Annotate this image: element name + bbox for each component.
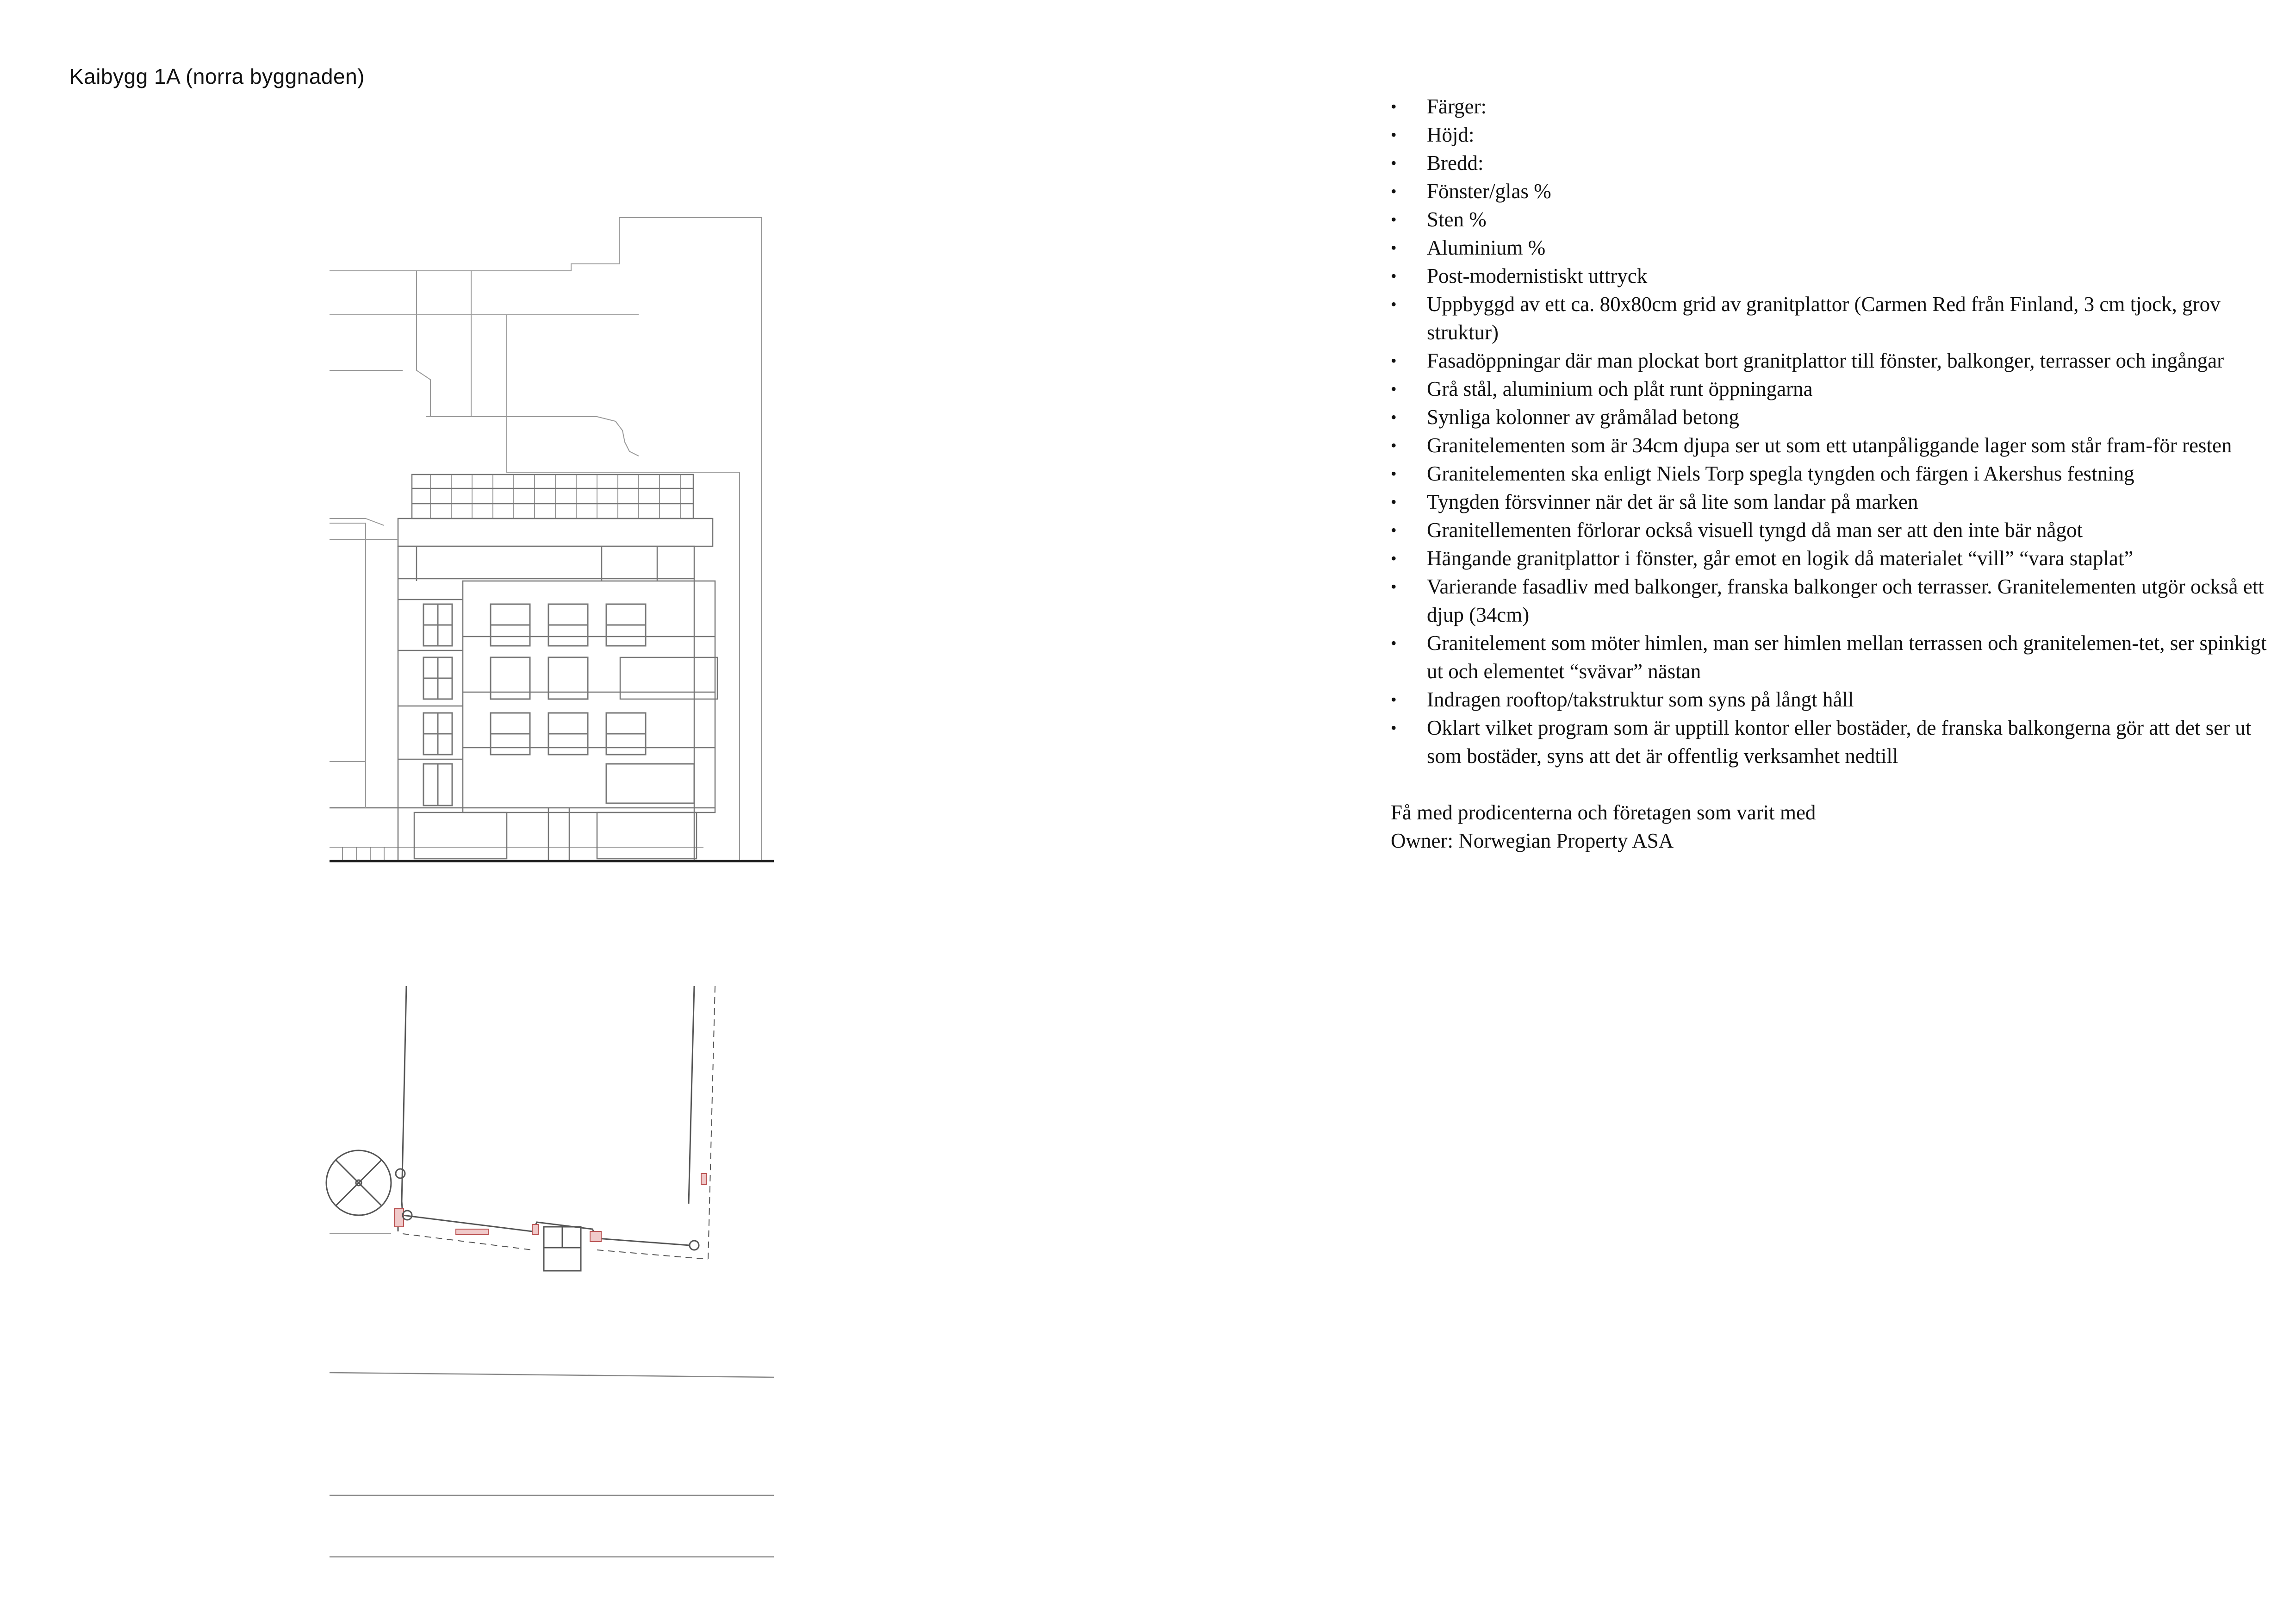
left-neighbour-building — [330, 523, 398, 808]
list-item: • Synliga kolonner av gråmålad betong — [1391, 403, 2270, 431]
list-item: • Höjd: — [1391, 121, 2270, 149]
list-item: • Granitelementen ska enligt Niels Torp spegla tyngden och färgen i Akershus festning — [1391, 460, 2270, 488]
section-lines — [330, 1373, 774, 1557]
list-item: • Uppbyggd av ett ca. 80x80cm grid av granitplattor (Carmen Red från Finland, 3 cm tjock, grov struktur) — [1391, 290, 2270, 347]
list-item: • Hängande granitplattor i fönster, går emot en logik då materialet “vill” “vara staplat” — [1391, 544, 2270, 573]
list-item: • Färger: — [1391, 93, 2270, 121]
list-item: • Bredd: — [1391, 149, 2270, 177]
list-item: • Aluminium % — [1391, 234, 2270, 262]
facade-windows — [423, 604, 694, 806]
list-item: • Sten % — [1391, 206, 2270, 234]
notes-footer — [1391, 799, 2270, 855]
list-item: • Granitelementen som är 34cm djupa ser ut som ett utanpåliggande lager som står fram-för resten — [1391, 431, 2270, 460]
page-title: Kaibygg 1A (norra byggnaden) — [69, 64, 365, 88]
floor-plan — [326, 986, 715, 1271]
list-item: • Granitellementen förlorar också visuell tyngd då man ser att den inte bär något — [1391, 516, 2270, 544]
list-item: • Indragen rooftop/takstruktur som syns på långt håll — [1391, 686, 2270, 714]
circular-stair — [326, 1150, 699, 1250]
notes-list — [1391, 93, 2270, 770]
footer-line-owner: Owner: Norwegian Property ASA — [1391, 829, 1674, 852]
list-item: • Oklart vilket program som är upptill kontor eller bostäder, de franska balkongerna gör att det ser ut som bostäder, syns att det är offentlig verksamhet nedtill — [1391, 714, 2270, 770]
ground-floor — [330, 808, 703, 861]
facade-elevation — [330, 218, 774, 861]
notes-panel — [1391, 93, 2270, 855]
list-item: • Fasadöppningar där man plockat bort granitplattor till fönster, balkonger, terrasser och ingångar — [1391, 347, 2270, 375]
list-item: • Varierande fasadliv med balkonger, franska balkonger och terrasser. Granitelementen utgör också ett djup (34cm) — [1391, 573, 2270, 629]
footer-line-contributors: Få med prodicenterna och företagen som varit med — [1391, 801, 1816, 824]
list-item: • Post-modernistiskt uttryck — [1391, 262, 2270, 290]
plan-accents — [394, 1174, 707, 1242]
list-item: • Tyngden försvinner när det är så lite som landar på marken — [1391, 488, 2270, 516]
main-facade — [398, 518, 717, 861]
rooftop-structure — [412, 475, 693, 518]
list-item: • Grå stål, aluminium och plåt runt öppningarna — [1391, 375, 2270, 403]
list-item: • Granitelement som möter himlen, man ser himlen mellan terrassen och granitelemen-tet, ser spinkigt ut och elementet “svävar” nästan — [1391, 629, 2270, 686]
list-item: • Fönster/glas % — [1391, 177, 2270, 206]
